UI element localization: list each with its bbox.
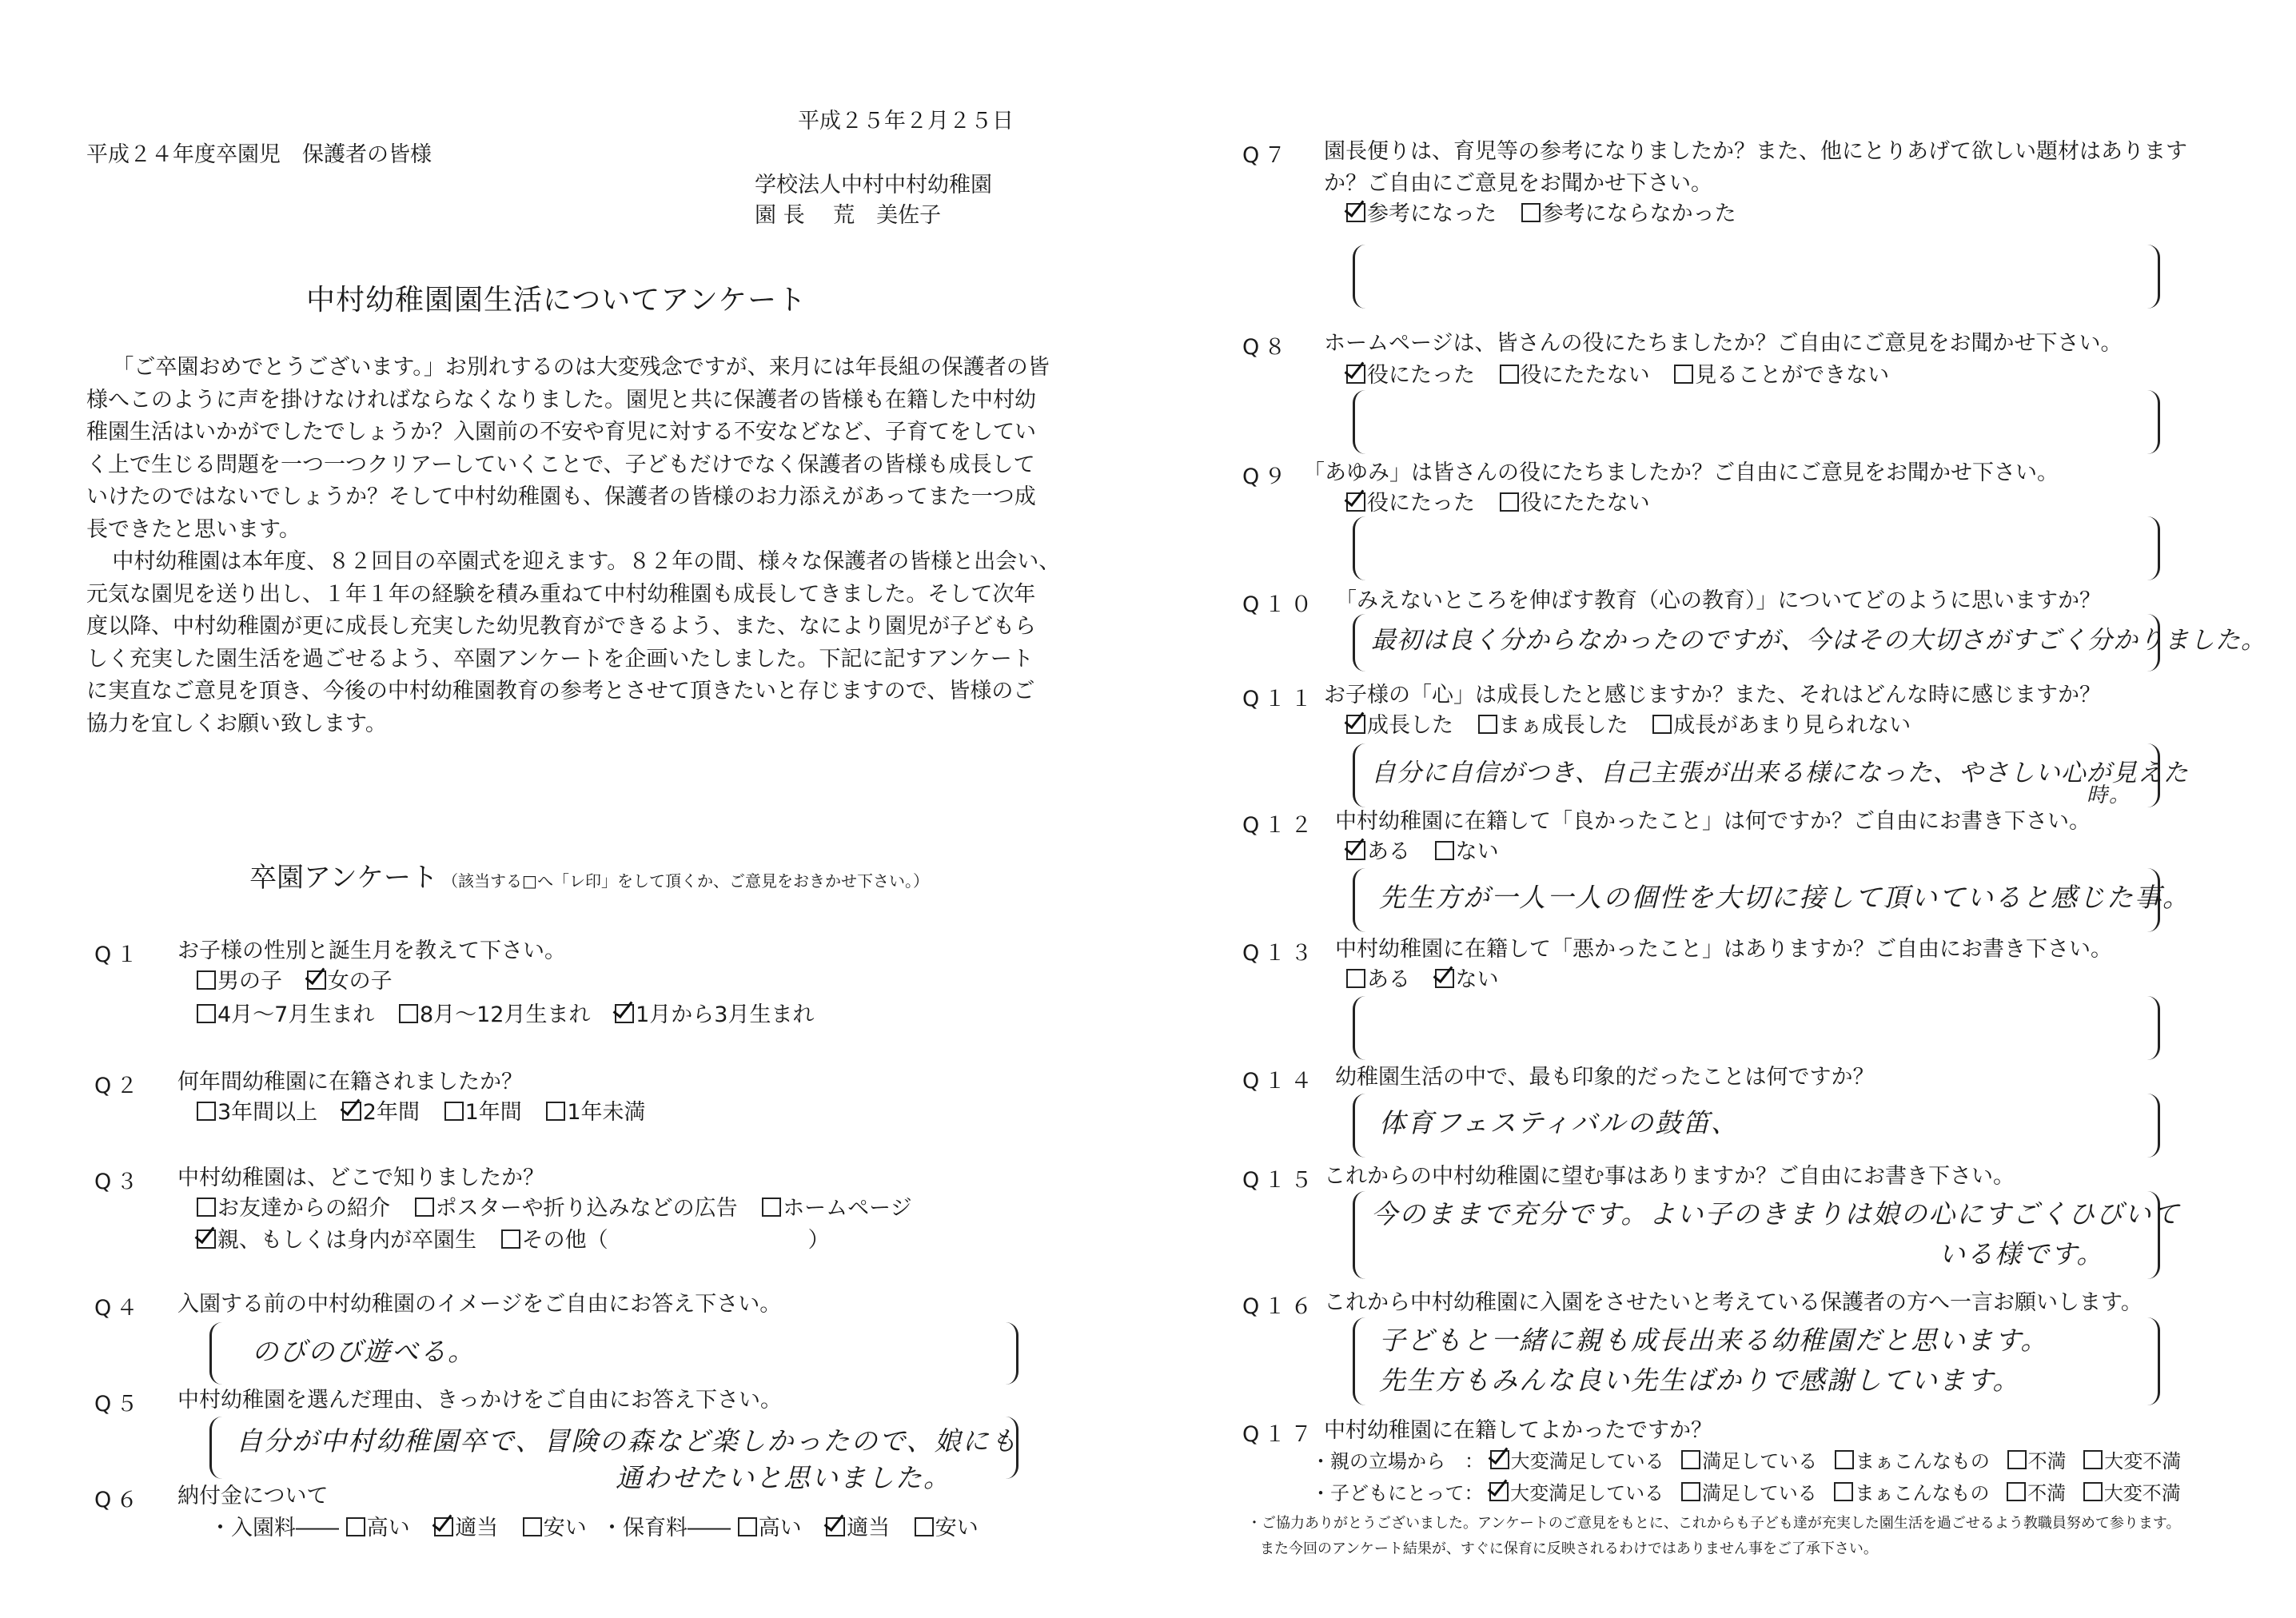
- option-label: 1月から3月生まれ: [636, 1002, 815, 1027]
- checkbox[interactable]: [1521, 203, 1541, 222]
- q6-number: Q６: [94, 1488, 143, 1512]
- footer-note-1: ・ご協力ありがとうございました。アンケートのご意見をもとに、これからも子ども達が充実した園生活を過ごせるよう教職員努めて参ります。: [1247, 1515, 2181, 1532]
- option-label: 3年間以上: [217, 1100, 318, 1125]
- survey-instructions: （該当する□へ「レ印」をして頂くか、ご意見をおきかせ下さい。）: [442, 871, 929, 891]
- checkbox[interactable]: [1500, 492, 1519, 512]
- q14-number: Q１４: [1242, 1069, 1317, 1094]
- option-label: その他（: [521, 1228, 608, 1253]
- checkbox[interactable]: [444, 1102, 464, 1121]
- q16-text: これから中村幼稚園に入園をさせたいと考えている保護者の方へ一言お願いします。: [1324, 1290, 2143, 1315]
- q9-number: Q９: [1242, 464, 1291, 489]
- bracket-close: ）: [807, 1228, 830, 1253]
- q7-answer-box[interactable]: [1353, 245, 2160, 309]
- option-label: 2年間: [362, 1100, 420, 1125]
- q13-number: Q１３: [1242, 941, 1317, 966]
- checkbox[interactable]: [197, 1102, 216, 1121]
- checkbox[interactable]: [1346, 969, 1365, 988]
- option-label: まぁこんなもの: [1855, 1482, 1990, 1504]
- intro-line: 稚園生活はいかがでしたでしょうか？入園前の不安や育児に対する不安などなど、子育てをしてい: [86, 420, 1036, 444]
- q11-text: お子様の「心」は成長したと感じますか？また、それはどんな時に感じますか？: [1324, 683, 2101, 707]
- option-label: 安い: [935, 1516, 979, 1540]
- checkbox[interactable]: [1834, 1482, 1853, 1501]
- checkbox-checked[interactable]: [342, 1102, 361, 1121]
- checkbox[interactable]: [1835, 1450, 1854, 1469]
- q7-options: [1346, 200, 1754, 229]
- q8-options: [1346, 361, 1907, 390]
- q1-options-birth: [197, 1001, 831, 1030]
- survey-heading-text: 卒園アンケート: [249, 862, 438, 894]
- intro-line: に実直なご意見を頂き、今後の中村幼稚園教育の参考とさせて頂きたいと存じますので、皆様のご: [86, 679, 1035, 703]
- q13-answer-box[interactable]: [1353, 996, 2160, 1060]
- option-label: 大変満足している: [1510, 1450, 1664, 1473]
- q7-text-line2: か？ご自由にご意見をお聞かせ下さい。: [1324, 171, 1712, 196]
- option-label: 見ることができない: [1695, 363, 1890, 388]
- checkbox[interactable]: [915, 1517, 934, 1536]
- q14-text: 幼稚園生活の中で、最も印象的だったことは何ですか？: [1335, 1065, 1875, 1090]
- option-label: 参考になった: [1367, 201, 1497, 226]
- checkbox[interactable]: [1652, 715, 1672, 734]
- option-label: 1年未満: [567, 1100, 646, 1125]
- option-label: 男の子: [217, 969, 282, 994]
- option-label: 役にたった: [1367, 491, 1475, 516]
- q16-answer-box[interactable]: [1353, 1317, 2160, 1405]
- q11-answer-box[interactable]: [1353, 743, 2189, 807]
- option-label: ある: [1367, 839, 1410, 864]
- checkbox-checked[interactable]: [1346, 365, 1365, 384]
- q3-options-row2: [197, 1226, 847, 1255]
- option-label: 大変満足している: [1510, 1482, 1664, 1504]
- fee-label: ・入園料――: [209, 1516, 339, 1540]
- q10-text: 「みえないところを伸ばす教育（心の教育）」についてどのように思いますか？: [1335, 588, 2101, 613]
- q15-number: Q１５: [1242, 1168, 1317, 1193]
- option-label: 高い: [758, 1516, 802, 1540]
- q14-answer-box[interactable]: [1353, 1094, 2160, 1158]
- checkbox-checked[interactable]: [1435, 969, 1454, 988]
- checkbox[interactable]: [2007, 1482, 2026, 1501]
- q3-options-row1: [197, 1194, 930, 1223]
- q14-answer: 体育フェスティバルの鼓笛、: [1379, 1107, 1740, 1138]
- checkbox[interactable]: [399, 1004, 418, 1023]
- option-label: 高い: [366, 1516, 410, 1540]
- q16-answer-line2: 先生方もみんな良い先生ばかりで感謝しています。: [1379, 1365, 2021, 1396]
- intro-line: 元気な園児を送り出し、１年１年の経験を積み重ねて中村幼稚園も成長してきました。そして次年: [86, 581, 1036, 607]
- option-label: ホームページ: [783, 1196, 912, 1221]
- checkbox[interactable]: [346, 1517, 365, 1536]
- checkbox[interactable]: [1681, 1450, 1700, 1469]
- intro-line: 様へこのように声を掛けなければならなくなりました。園児と共に保護者の皆様も在籍した中村幼: [86, 387, 1036, 412]
- q17-number: Q１７: [1242, 1422, 1317, 1447]
- q5-number: Q５: [94, 1392, 143, 1417]
- q6-options-tuition: [601, 1514, 996, 1543]
- option-label: 大変不満: [2104, 1450, 2182, 1473]
- checkbox-checked[interactable]: [1346, 841, 1365, 860]
- q10-answer-box[interactable]: [1353, 614, 2266, 672]
- checkbox-checked[interactable]: [826, 1517, 845, 1536]
- checkbox-checked[interactable]: [1489, 1482, 1509, 1501]
- q12-answer: 先生方が一人一人の個性を大切に接して頂いていると感じた事。: [1379, 882, 2190, 913]
- row-label: ・子どもにとって：: [1311, 1482, 1484, 1504]
- q15-answer-box[interactable]: [1353, 1191, 2181, 1279]
- q6-text: 納付金について: [177, 1484, 329, 1508]
- q17-text: 中村幼稚園に在籍してよかったですか？: [1324, 1418, 1712, 1443]
- option-label: 1年間: [464, 1100, 522, 1125]
- intro-line: しく充実した園生活を過ごせるよう、卒園アンケートを企画いたしました。下記に記すアンケート: [86, 646, 1034, 672]
- checkbox[interactable]: [546, 1102, 565, 1121]
- checkbox[interactable]: [415, 1198, 434, 1217]
- q8-number: Q８: [1242, 335, 1291, 360]
- checkbox[interactable]: [1478, 715, 1497, 734]
- checkbox-checked[interactable]: [434, 1517, 453, 1536]
- q4-number: Q４: [94, 1296, 143, 1321]
- q3-text: 中村幼稚園は、どこで知りましたか？: [177, 1166, 544, 1190]
- checkbox-checked[interactable]: [1346, 203, 1365, 222]
- q9-answer-box[interactable]: [1353, 516, 2160, 580]
- option-label: 成長した: [1367, 713, 1453, 738]
- q6-options-entry-fee: [209, 1514, 604, 1543]
- checkbox[interactable]: [738, 1517, 757, 1536]
- fee-label: ・保育料――: [601, 1516, 731, 1540]
- q15-text: これからの中村幼稚園に望む事はありますか？ご自由にお書き下さい。: [1324, 1164, 2015, 1189]
- intro-text: [86, 352, 1061, 740]
- checkbox-checked[interactable]: [615, 1004, 634, 1023]
- q4-text: 入園する前の中村幼稚園のイメージをご自由にお答え下さい。: [177, 1292, 782, 1317]
- q11-answer-tail: 時。: [2087, 783, 2132, 807]
- checkbox[interactable]: [1681, 1482, 1700, 1501]
- option-label: 成長があまり見られない: [1673, 713, 1911, 738]
- q9-options: [1346, 489, 1668, 518]
- q2-number: Q２: [94, 1074, 143, 1098]
- checkbox-checked[interactable]: [1346, 715, 1365, 734]
- q15-answer-line1: 今のままで充分です。よい子のきまりは娘の心にすごくひびいて: [1371, 1198, 2181, 1229]
- option-label: ない: [1455, 839, 1499, 864]
- intro-line: 「ご卒園おめでとうございます。」お別れするのは大変残念ですが、来月には年長組の保護者の皆: [112, 355, 1050, 380]
- option-label: 役にたたない: [1520, 363, 1650, 388]
- q7-number: Q７: [1242, 143, 1291, 168]
- option-label: 4月～7月生まれ: [217, 1002, 375, 1027]
- checkbox[interactable]: [501, 1229, 520, 1249]
- option-label: ない: [1455, 967, 1499, 992]
- option-label: まぁこんなもの: [1855, 1450, 1990, 1473]
- q11-options: [1346, 711, 1928, 740]
- option-label: 大変不満: [2103, 1482, 2181, 1504]
- option-label: 不満: [2027, 1450, 2067, 1473]
- q5-answer-line2: 通わせたいと思いました。: [616, 1462, 951, 1493]
- q8-text: ホームページは、皆さんの役にたちましたか？ご自由にご意見をお聞かせ下さい。: [1324, 331, 2123, 356]
- option-label: 参考にならなかった: [1541, 201, 1736, 226]
- option-label: 役にたたない: [1520, 491, 1650, 516]
- principal-name: 園 長 荒 美佐子: [755, 203, 942, 228]
- q17-options-parent: [1311, 1449, 2181, 1474]
- q8-answer-box[interactable]: [1353, 390, 2160, 454]
- page-title: 中村幼稚園園生活についてアンケート: [306, 284, 807, 317]
- q12-number: Q１２: [1242, 813, 1317, 838]
- q10-number: Q１０: [1242, 592, 1317, 617]
- recipient-line: 平成２４年度卒園児 保護者の皆様: [86, 142, 432, 167]
- option-label: 8月～12月生まれ: [419, 1002, 591, 1027]
- q9-text: 「あゆみ」は皆さんの役にたちましたか？ご自由にご意見をお聞かせ下さい。: [1303, 460, 2059, 485]
- row-label: ・親の立場から ：: [1311, 1450, 1484, 1473]
- checkbox[interactable]: [2083, 1482, 2103, 1501]
- issue-date: 平成２５年２月２５日: [798, 109, 1014, 134]
- q15-answer-line2: いる様です。: [1939, 1238, 2105, 1269]
- q17-options-child: [1311, 1481, 2181, 1506]
- checkbox[interactable]: [523, 1517, 542, 1536]
- option-label: 不満: [2027, 1482, 2067, 1504]
- checkbox[interactable]: [2083, 1450, 2103, 1469]
- checkbox-checked[interactable]: [1490, 1450, 1509, 1469]
- q10-answer: 最初は良く分からなかったのですが、今はその大切さがすごく分かりました。: [1371, 626, 2266, 655]
- survey-heading: [249, 855, 929, 895]
- option-label: 役にたった: [1367, 363, 1475, 388]
- checkbox[interactable]: [762, 1198, 781, 1217]
- option-label: 適当: [847, 1516, 891, 1540]
- q12-text: 中村幼稚園に在籍して「良かったこと」は何ですか？ご自由にお書き下さい。: [1335, 809, 2091, 834]
- intro-line: く上で生じる問題を一つ一つクリアーしていくことで、子どもだけでなく保護者の皆様も成長して: [86, 452, 1035, 477]
- option-label: 満足している: [1701, 1482, 1817, 1504]
- option-label: 適当: [455, 1516, 499, 1540]
- footer-note-2: また今回のアンケート結果が、すぐに保育に反映されるわけではありません事をご了承下さい。: [1260, 1540, 1878, 1557]
- q4-answer-box[interactable]: [209, 1322, 1018, 1385]
- q16-answer-line1: 子どもと一緒に親も成長出来る幼稚園だと思います。: [1379, 1325, 2049, 1356]
- checkbox[interactable]: [2007, 1450, 2027, 1469]
- option-label: 安い: [543, 1516, 587, 1540]
- checkbox[interactable]: [197, 1004, 216, 1023]
- q5-answer-line1: 自分が中村幼稚園卒で、冒険の森など楽しかったので、娘にも: [236, 1425, 1018, 1457]
- q1-text: お子様の性別と誕生月を教えて下さい。: [177, 939, 566, 963]
- q11-answer: 自分に自信がつき、自己主張が出来る様になった、やさしい心が見えた: [1371, 759, 2189, 787]
- intro-line: 中村幼稚園は本年度、８２回目の卒園式を迎えます。８２年の間、様々な保護者の皆様と出会い、: [112, 549, 1061, 574]
- checkbox[interactable]: [1674, 365, 1693, 384]
- checkbox[interactable]: [1435, 841, 1454, 860]
- checkbox[interactable]: [1500, 365, 1519, 384]
- q1-options-gender: [197, 967, 410, 996]
- q4-answer: のびのび遊べる。: [252, 1336, 476, 1367]
- intro-line: 度以降、中村幼稚園が更に成長し充実した幼児教育ができるよう、また、なにより園児が子どもら: [86, 614, 1036, 639]
- q12-answer-box[interactable]: [1353, 868, 2190, 932]
- checkbox-checked[interactable]: [197, 1229, 216, 1249]
- q13-options: [1346, 966, 1517, 994]
- q1-number: Q１: [94, 943, 143, 967]
- q5-text: 中村幼稚園を選んだ理由、きっかけをご自由にお答え下さい。: [177, 1388, 782, 1413]
- checkbox-checked[interactable]: [307, 970, 326, 990]
- checkbox[interactable]: [197, 970, 216, 990]
- q2-text: 何年間幼稚園に在籍されましたか？: [177, 1070, 523, 1094]
- intro-line: いけたのではないでしょうか？そして中村幼稚園も、保護者の皆様のお力添えがあってまた一つ成: [86, 484, 1036, 509]
- intro-line: 協力を宜しくお願い致します。: [86, 711, 387, 736]
- q13-text: 中村幼稚園に在籍して「悪かったこと」はありますか？ご自由にお書き下さい。: [1335, 937, 2112, 962]
- q3-number: Q３: [94, 1170, 143, 1194]
- q12-options: [1346, 838, 1517, 867]
- checkbox-checked[interactable]: [1346, 492, 1365, 512]
- option-label: お友達からの紹介: [217, 1196, 390, 1221]
- option-label: ポスターや折り込みなどの広告: [435, 1196, 738, 1221]
- option-label: 女の子: [327, 969, 393, 994]
- option-label: まぁ成長した: [1498, 713, 1628, 738]
- q16-number: Q１６: [1242, 1294, 1317, 1319]
- checkbox[interactable]: [197, 1198, 216, 1217]
- option-label: ある: [1367, 967, 1410, 992]
- option-label: 親、もしくは身内が卒園生: [217, 1228, 476, 1253]
- q2-options: [197, 1098, 664, 1127]
- q7-text-line1: 園長便りは、育児等の参考になりましたか？また、他にとりあげて欲しい題材はあります: [1324, 139, 2187, 164]
- school-name: 学校法人中村中村幼稚園: [755, 173, 992, 197]
- intro-line: 長できたと思います。: [86, 516, 301, 542]
- q11-number: Q１１: [1242, 687, 1317, 711]
- option-label: 満足している: [1702, 1450, 1818, 1473]
